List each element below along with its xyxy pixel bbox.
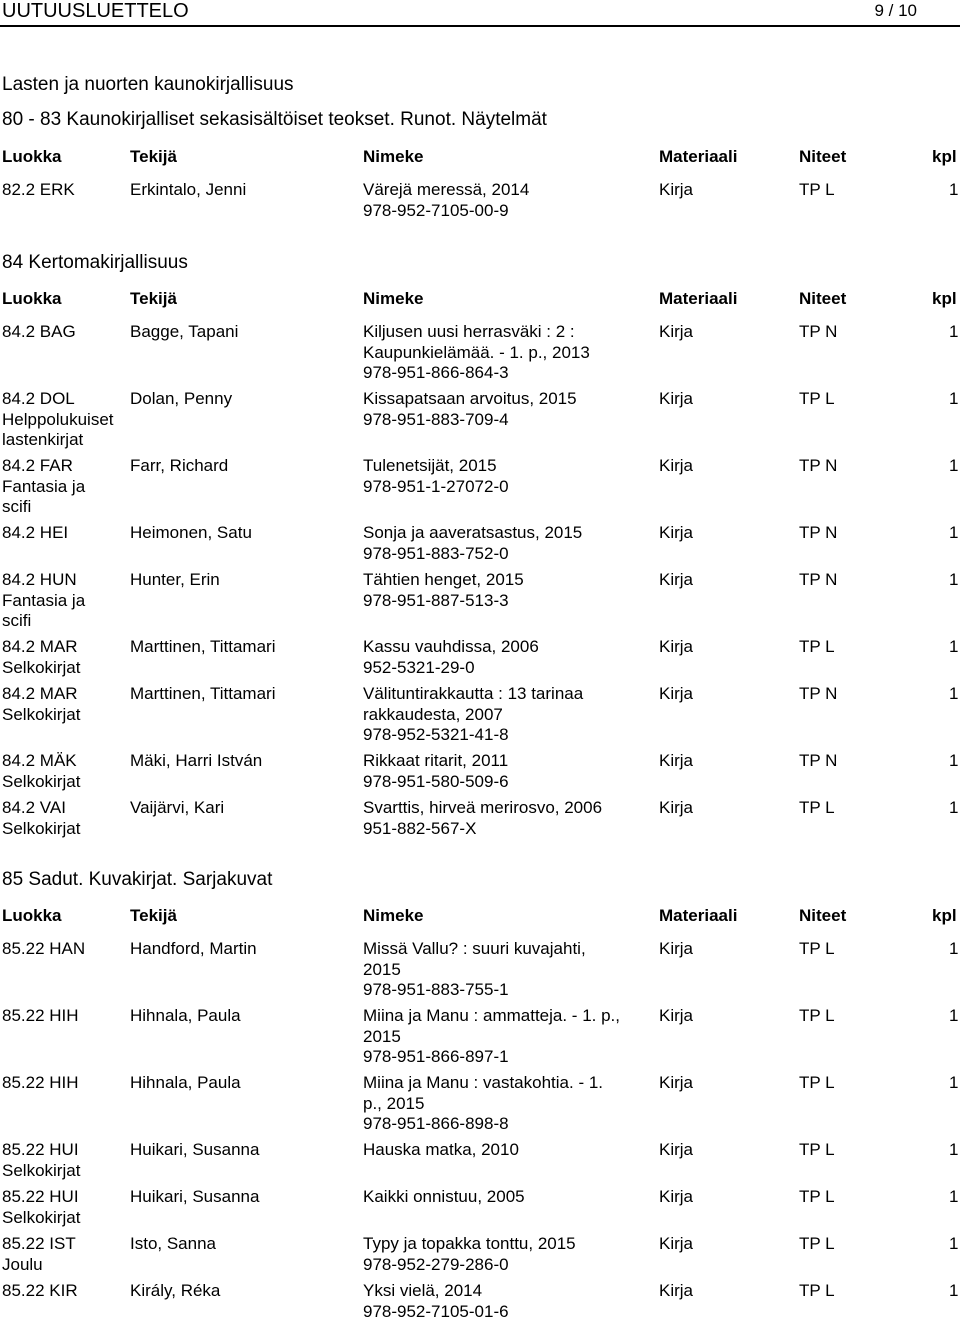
cell-nimeke	[363, 1234, 643, 1275]
cell-materiaali: Kirja	[659, 1281, 694, 1300]
cell-tekija: Huikari, Susanna	[130, 1187, 260, 1206]
cell-niteet: TP L	[799, 798, 835, 817]
nimeke-line: Yksi vielä, 2014	[363, 1281, 483, 1300]
nimeke-line: Miina ja Manu : ammatteja. - 1. p.,	[363, 1006, 620, 1025]
section-title: 80 - 83 Kaunokirjalliset sekasisältöiset teokset. Runot. Näytelmät	[2, 109, 547, 130]
cell-nimeke	[363, 1073, 643, 1135]
catalog-section	[0, 109, 960, 252]
nimeke-line: Missä Vallu? : suuri kuvajahti,	[363, 939, 586, 958]
cell-luokka	[2, 570, 127, 632]
cell-nimeke	[363, 523, 643, 564]
nimeke-line: 978-951-580-509-6	[363, 771, 509, 791]
table-row	[0, 939, 960, 1006]
column-header-nimeke: Nimeke	[363, 906, 424, 925]
cell-materiaali: Kirja	[659, 684, 694, 703]
table-row	[0, 1140, 960, 1187]
cell-materiaali: Kirja	[659, 570, 694, 589]
cell-tekija: Hunter, Erin	[130, 570, 220, 589]
nimeke-line: Tulenetsijät, 2015	[363, 456, 497, 475]
luokka-line: Selkokirjat	[2, 657, 81, 677]
cell-niteet: TP N	[799, 570, 838, 589]
cell-materiaali: Kirja	[659, 523, 694, 542]
column-header-kpl: kpl	[932, 906, 957, 925]
luokka-line: 85.22 KIR	[2, 1281, 78, 1300]
cell-luokka	[2, 1187, 127, 1228]
cell-materiaali: Kirja	[659, 180, 694, 199]
cell-niteet: TP L	[799, 180, 835, 199]
cell-tekija: Farr, Richard	[130, 456, 229, 475]
nimeke-line: Typy ja topakka tonttu, 2015	[363, 1234, 576, 1253]
cell-materiaali: Kirja	[659, 637, 694, 656]
cell-kpl: 1	[949, 322, 959, 341]
nimeke-line: Värejä meressä, 2014	[363, 180, 530, 199]
cell-luokka	[2, 322, 127, 343]
cell-luokka	[2, 637, 127, 678]
luokka-line: 82.2 ERK	[2, 180, 75, 199]
cell-kpl: 1	[949, 637, 959, 656]
cell-niteet: TP L	[799, 939, 835, 958]
cell-nimeke	[363, 1006, 643, 1068]
cell-niteet: TP L	[799, 637, 835, 656]
cell-tekija: Hihnala, Paula	[130, 1073, 241, 1092]
nimeke-line: Kassu vauhdissa, 2006	[363, 637, 539, 656]
cell-niteet: TP N	[799, 322, 838, 341]
nimeke-line: 951-882-567-X	[363, 818, 477, 838]
nimeke-line: 978-952-279-286-0	[363, 1254, 509, 1274]
sections-container	[0, 109, 960, 1328]
luokka-line: 84.2 DOL	[2, 389, 75, 408]
luokka-line: scifi	[2, 497, 32, 516]
cell-niteet: TP N	[799, 751, 838, 770]
cell-tekija: Huikari, Susanna	[130, 1140, 260, 1159]
column-header-tekija: Tekijä	[130, 289, 177, 308]
table-row	[0, 637, 960, 684]
cell-kpl: 1	[949, 1234, 959, 1253]
cell-tekija: Handford, Martin	[130, 939, 257, 958]
cell-niteet: TP L	[799, 1140, 835, 1159]
luokka-line: Selkokirjat	[2, 1207, 81, 1227]
cell-kpl: 1	[949, 1140, 959, 1159]
nimeke-line: 978-952-7105-00-9	[363, 200, 509, 220]
cell-nimeke	[363, 1187, 643, 1208]
column-header-kpl: kpl	[932, 289, 957, 308]
cell-niteet: TP L	[799, 1006, 835, 1025]
cell-niteet: TP N	[799, 684, 838, 703]
column-header-nimeke: Nimeke	[363, 289, 424, 308]
cell-kpl: 1	[949, 751, 959, 770]
nimeke-line: 952-5321-29-0	[363, 657, 475, 677]
nimeke-line: 2015	[363, 959, 401, 979]
cell-tekija: Király, Réka	[130, 1281, 221, 1300]
column-header-nimeke: Nimeke	[363, 147, 424, 166]
luokka-line: 85.22 HAN	[2, 939, 86, 958]
luokka-line: Joulu	[2, 1254, 43, 1274]
nimeke-line: Sonja ja aaveratsastus, 2015	[363, 523, 583, 542]
nimeke-line: Tähtien henget, 2015	[363, 570, 524, 589]
page-header	[0, 0, 960, 26]
cell-luokka	[2, 1234, 127, 1275]
column-header-niteet: Niteet	[799, 289, 847, 308]
nimeke-line: Kiljusen uusi herrasväki : 2 :	[363, 322, 575, 341]
table-row	[0, 1006, 960, 1073]
luokka-line: 85.22 HIH	[2, 1073, 79, 1092]
nimeke-line: Kissapatsaan arvoitus, 2015	[363, 389, 577, 408]
nimeke-line: Rikkaat ritarit, 2011	[363, 751, 509, 770]
table-row	[0, 1281, 960, 1328]
luokka-line: Selkokirjat	[2, 704, 81, 724]
table-row	[0, 523, 960, 570]
cell-materiaali: Kirja	[659, 939, 694, 958]
column-header-row	[0, 147, 960, 180]
cell-kpl: 1	[949, 389, 959, 408]
nimeke-line: 978-951-866-864-3	[363, 363, 509, 382]
nimeke-line: 978-951-883-752-0	[363, 543, 509, 563]
luokka-line: Selkokirjat	[2, 771, 81, 791]
cell-materiaali: Kirja	[659, 1006, 694, 1025]
luokka-line: lastenkirjat	[2, 430, 84, 449]
cell-nimeke	[363, 456, 643, 497]
section-title: 84 Kertomakirjallisuus	[2, 252, 188, 273]
cell-luokka	[2, 456, 127, 518]
cell-kpl: 1	[949, 570, 959, 589]
document-title: UUTUUSLUETTELO	[2, 0, 189, 22]
luokka-line: 84.2 MAR	[2, 684, 78, 703]
cell-nimeke	[363, 1140, 643, 1161]
nimeke-line: Välituntirakkautta : 13 tarinaa	[363, 684, 584, 703]
nimeke-line: 978-952-7105-01-6	[363, 1301, 509, 1321]
column-header-luokka: Luokka	[2, 289, 62, 308]
cell-niteet: TP L	[799, 1073, 835, 1092]
cell-tekija: Dolan, Penny	[130, 389, 233, 408]
cell-nimeke	[363, 180, 643, 221]
cell-materiaali: Kirja	[659, 1234, 694, 1253]
cell-kpl: 1	[949, 798, 959, 817]
column-header-row	[0, 906, 960, 939]
luokka-line: Fantasia ja	[2, 590, 86, 610]
table-row	[0, 1073, 960, 1140]
cell-nimeke	[363, 570, 643, 611]
cell-tekija: Heimonen, Satu	[130, 523, 252, 542]
nimeke-line: rakkaudesta, 2007	[363, 704, 503, 724]
catalog-section	[0, 252, 960, 869]
cell-niteet: TP L	[799, 1234, 835, 1253]
luokka-line: 84.2 BAG	[2, 322, 76, 341]
cell-luokka	[2, 684, 127, 725]
cell-tekija: Marttinen, Tittamari	[130, 637, 276, 656]
cell-materiaali: Kirja	[659, 1140, 694, 1159]
table-row	[0, 1234, 960, 1281]
cell-materiaali: Kirja	[659, 798, 694, 817]
cell-tekija: Isto, Sanna	[130, 1234, 217, 1253]
luokka-line: 84.2 FAR	[2, 456, 73, 475]
nimeke-line: Kaikki onnistuu, 2005	[363, 1187, 525, 1206]
cell-luokka	[2, 939, 127, 960]
cell-kpl: 1	[949, 1281, 959, 1300]
cell-luokka	[2, 180, 127, 201]
cell-niteet: TP L	[799, 1187, 835, 1206]
nimeke-line: p., 2015	[363, 1093, 425, 1113]
cell-nimeke	[363, 389, 643, 430]
table-row	[0, 456, 960, 523]
table-row	[0, 180, 960, 227]
table-row	[0, 570, 960, 637]
luokka-line: 84.2 HUN	[2, 570, 77, 589]
cell-tekija: Marttinen, Tittamari	[130, 684, 276, 703]
nimeke-line: 978-951-883-709-4	[363, 409, 509, 429]
table-row	[0, 1187, 960, 1234]
cell-materiaali: Kirja	[659, 1187, 694, 1206]
cell-materiaali: Kirja	[659, 456, 694, 475]
column-header-niteet: Niteet	[799, 147, 847, 166]
column-header-row	[0, 289, 960, 322]
cell-nimeke	[363, 798, 643, 839]
luokka-line: 85.22 HUI	[2, 1140, 79, 1159]
table-row	[0, 751, 960, 798]
cell-niteet: TP L	[799, 389, 835, 408]
cell-nimeke	[363, 751, 643, 792]
cell-kpl: 1	[949, 1006, 959, 1025]
luokka-line: 85.22 HIH	[2, 1006, 79, 1025]
cell-kpl: 1	[949, 180, 959, 199]
cell-tekija: Erkintalo, Jenni	[130, 180, 247, 199]
cell-materiaali: Kirja	[659, 389, 694, 408]
luokka-line: scifi	[2, 611, 32, 630]
cell-nimeke	[363, 637, 643, 678]
nimeke-line: Hauska matka, 2010	[363, 1140, 519, 1159]
luokka-line: 84.2 HEI	[2, 523, 69, 542]
column-header-kpl: kpl	[932, 147, 957, 166]
luokka-line: 84.2 VAI	[2, 798, 66, 817]
cell-materiaali: Kirja	[659, 322, 694, 341]
nimeke-line: 978-951-887-513-3	[363, 590, 509, 610]
cell-luokka	[2, 1006, 127, 1027]
table-row	[0, 389, 960, 456]
cell-nimeke	[363, 1281, 643, 1322]
section-spacer	[0, 845, 960, 869]
nimeke-line: Miina ja Manu : vastakohtia. - 1.	[363, 1073, 604, 1092]
cell-niteet: TP L	[799, 1281, 835, 1300]
cell-kpl: 1	[949, 684, 959, 703]
header-divider	[0, 25, 960, 27]
cell-materiaali: Kirja	[659, 751, 694, 770]
cell-kpl: 1	[949, 523, 959, 542]
cell-luokka	[2, 523, 127, 544]
column-header-materiaali: Materiaali	[659, 289, 738, 308]
cell-nimeke	[363, 684, 643, 746]
section-spacer	[0, 227, 960, 252]
cell-niteet: TP N	[799, 523, 838, 542]
category-title: Lasten ja nuorten kaunokirjallisuus	[2, 74, 294, 95]
cell-kpl: 1	[949, 456, 959, 475]
column-header-materiaali: Materiaali	[659, 906, 738, 925]
luokka-line: 84.2 MÄK	[2, 751, 77, 770]
column-header-luokka: Luokka	[2, 906, 62, 925]
cell-tekija: Bagge, Tapani	[130, 322, 239, 341]
cell-kpl: 1	[949, 1187, 959, 1206]
cell-luokka	[2, 389, 127, 451]
cell-tekija: Mäki, Harri István	[130, 751, 263, 770]
luokka-line: 85.22 IST	[2, 1234, 76, 1253]
luokka-line: 84.2 MAR	[2, 637, 78, 656]
cell-nimeke	[363, 322, 643, 384]
cell-tekija: Hihnala, Paula	[130, 1006, 241, 1025]
catalog-content	[0, 74, 960, 1328]
cell-kpl: 1	[949, 939, 959, 958]
cell-luokka	[2, 751, 127, 792]
nimeke-line: Kaupunkielämää. - 1. p., 2013	[363, 342, 590, 362]
cell-luokka	[2, 1073, 127, 1094]
nimeke-line: Svarttis, hirveä merirosvo, 2006	[363, 798, 603, 817]
cell-tekija: Vaijärvi, Kari	[130, 798, 225, 817]
cell-nimeke	[363, 939, 643, 1001]
cell-niteet: TP N	[799, 456, 838, 475]
table-row	[0, 684, 960, 751]
cell-luokka	[2, 1140, 127, 1181]
luokka-line: Selkokirjat	[2, 1160, 81, 1180]
section-title: 85 Sadut. Kuvakirjat. Sarjakuvat	[2, 869, 273, 890]
cell-luokka	[2, 1281, 127, 1302]
cell-luokka	[2, 798, 127, 839]
luokka-line: 85.22 HUI	[2, 1187, 79, 1206]
table-row	[0, 798, 960, 845]
table-row	[0, 322, 960, 389]
column-header-niteet: Niteet	[799, 906, 847, 925]
column-header-tekija: Tekijä	[130, 906, 177, 925]
nimeke-line: 978-951-1-27072-0	[363, 476, 509, 496]
luokka-line: Helppolukuiset	[2, 409, 114, 429]
nimeke-line: 978-952-5321-41-8	[363, 725, 509, 744]
luokka-line: Fantasia ja	[2, 476, 86, 496]
nimeke-line: 978-951-866-897-1	[363, 1047, 509, 1066]
column-header-materiaali: Materiaali	[659, 147, 738, 166]
luokka-line: Selkokirjat	[2, 818, 81, 838]
page-number: 9 / 10	[874, 1, 917, 20]
cell-kpl: 1	[949, 1073, 959, 1092]
nimeke-line: 978-951-883-755-1	[363, 980, 509, 999]
column-header-luokka: Luokka	[2, 147, 62, 166]
catalog-section	[0, 869, 960, 1328]
nimeke-line: 2015	[363, 1026, 401, 1046]
cell-materiaali: Kirja	[659, 1073, 694, 1092]
column-header-tekija: Tekijä	[130, 147, 177, 166]
nimeke-line: 978-951-866-898-8	[363, 1114, 509, 1133]
